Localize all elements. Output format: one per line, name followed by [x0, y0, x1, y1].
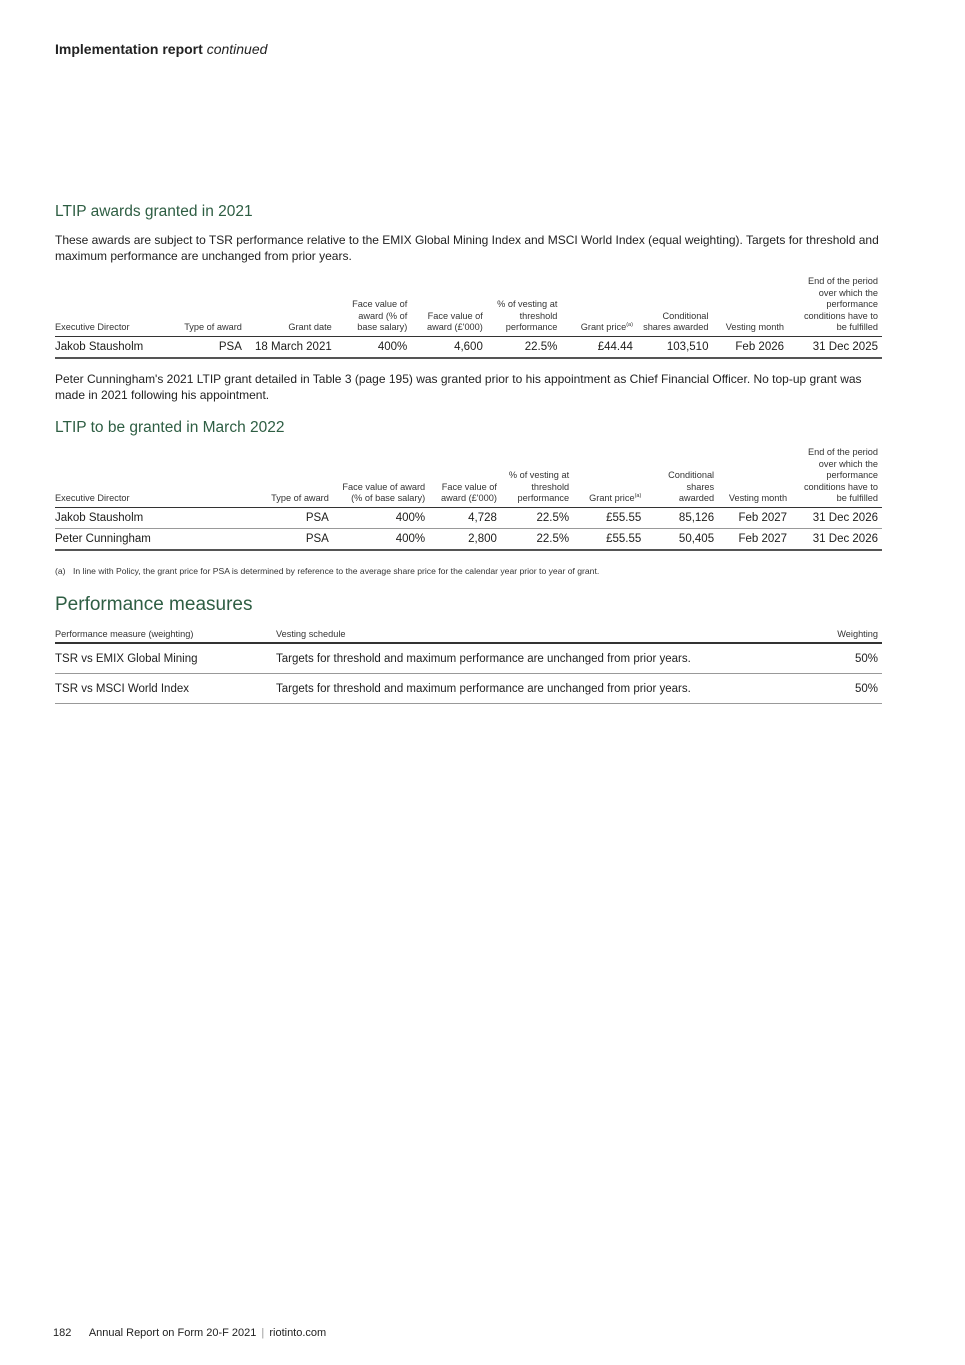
table-row — [55, 336, 882, 358]
col-header: Conditional shares awarded — [637, 276, 713, 336]
cell-shares: 85,126 — [645, 507, 718, 528]
col-header: Face value of award (£'000) — [411, 276, 487, 336]
header-suffix: continued — [206, 41, 268, 57]
cell-shares: 103,510 — [637, 336, 713, 358]
col-header — [561, 276, 637, 336]
col-header: Executive Director — [55, 447, 248, 507]
col-header: Type of award — [248, 447, 333, 507]
table-header-row — [55, 629, 882, 643]
col-header: Conditional shares awarded — [645, 447, 718, 507]
cell-end: 31 Dec 2025 — [788, 336, 882, 358]
footnote — [55, 566, 599, 576]
footnote-text: In line with Policy, the grant price for PSA is determined by reference to the average share price for the calendar year prior to year of grant. — [73, 566, 600, 576]
col-header: Vesting schedule — [276, 629, 798, 643]
table-header-row — [55, 447, 882, 507]
col-header: Grant date — [246, 276, 336, 336]
ltip-2022-table — [55, 447, 882, 551]
col-header — [573, 447, 645, 507]
cell-end: 31 Dec 2026 — [791, 507, 882, 528]
ltip-2021-table — [55, 276, 882, 359]
page-number: 182 — [53, 1327, 72, 1339]
cell-director: Jakob Stausholm — [55, 507, 248, 528]
col-header-text: Grant price — [589, 493, 635, 504]
cell-type: PSA — [248, 528, 333, 550]
section-intro: These awards are subject to TSR performance relative to the EMIX Global Mining Index and MSCI World Index (equal weighting). Targets for threshold and maximum performance are unchanged from prior years. — [55, 233, 879, 263]
table-row — [55, 528, 882, 550]
page-footer — [53, 1327, 326, 1339]
table-row — [55, 643, 882, 674]
cell-weighting: 50% — [798, 643, 882, 674]
col-header: Vesting month — [712, 276, 788, 336]
section-title-ltip-2022: LTIP to be granted in March 2022 — [55, 419, 285, 436]
website-link[interactable]: riotinto.com — [269, 1327, 327, 1339]
cell-director: Jakob Stausholm — [55, 336, 176, 358]
col-header: Face value of award (£'000) — [429, 447, 501, 507]
col-header: Weighting — [798, 629, 882, 643]
page-header — [55, 41, 267, 57]
section-title-ltip-2021: LTIP awards granted in 2021 — [55, 203, 253, 220]
cell-type: PSA — [176, 336, 245, 358]
cell-date: 18 March 2021 — [246, 336, 336, 358]
note-paragraph: Peter Cunningham's 2021 LTIP grant detailed in Table 3 (page 195) was granted prior to his appointment as Chief Financial Officer. No top-up grant was made in 2021 following his appointment. — [55, 372, 862, 402]
cell-director: Peter Cunningham — [55, 528, 248, 550]
cell-vesting-pct: 22.5% — [487, 336, 562, 358]
cell-month: Feb 2027 — [718, 528, 791, 550]
cell-face-value: 4,728 — [429, 507, 501, 528]
footnote-marker: (a) — [626, 322, 633, 329]
table-header-row — [55, 276, 882, 336]
cell-measure: TSR vs EMIX Global Mining — [55, 643, 276, 674]
cell-measure: TSR vs MSCI World Index — [55, 674, 276, 704]
table-row — [55, 674, 882, 704]
cell-type: PSA — [248, 507, 333, 528]
cell-pct-salary: 400% — [336, 336, 412, 358]
footer-separator: | — [261, 1327, 265, 1339]
cell-price: £44.44 — [561, 336, 637, 358]
cell-month: Feb 2026 — [712, 336, 788, 358]
table-row — [55, 507, 882, 528]
cell-month: Feb 2027 — [718, 507, 791, 528]
section-title-performance: Performance measures — [55, 594, 253, 615]
col-header: Face value of award (% of base salary) — [333, 447, 429, 507]
col-header: % of vesting at threshold performance — [487, 276, 562, 336]
col-header: End of the period over which the performance conditions have to be fulfilled — [791, 447, 882, 507]
col-header: Type of award — [176, 276, 245, 336]
col-header: Executive Director — [55, 276, 176, 336]
footnote-label: (a) — [55, 566, 66, 576]
cell-pct-salary: 400% — [333, 528, 429, 550]
cell-face-value: 2,800 — [429, 528, 501, 550]
col-header: % of vesting at threshold performance — [501, 447, 573, 507]
col-header: Vesting month — [718, 447, 791, 507]
cell-weighting: 50% — [798, 674, 882, 704]
col-header: End of the period over which the performance conditions have to be fulfilled — [788, 276, 882, 336]
cell-face-value: 4,600 — [411, 336, 487, 358]
cell-vesting-pct: 22.5% — [501, 528, 573, 550]
cell-pct-salary: 400% — [333, 507, 429, 528]
cell-end: 31 Dec 2026 — [791, 528, 882, 550]
col-header: Performance measure (weighting) — [55, 629, 276, 643]
cell-price: £55.55 — [573, 507, 645, 528]
report-name: Annual Report on Form 20-F 2021 — [88, 1327, 257, 1339]
cell-price: £55.55 — [573, 528, 645, 550]
col-header-text: Grant price — [580, 322, 627, 333]
footnote-marker: (a) — [634, 493, 642, 500]
performance-table — [55, 629, 882, 704]
col-header: Face value of award (% of base salary) — [336, 276, 412, 336]
cell-schedule: Targets for threshold and maximum performance are unchanged from prior years. — [276, 674, 798, 704]
header-title: Implementation report — [55, 41, 203, 57]
cell-schedule: Targets for threshold and maximum performance are unchanged from prior years. — [276, 643, 798, 674]
cell-shares: 50,405 — [645, 528, 718, 550]
cell-vesting-pct: 22.5% — [501, 507, 573, 528]
